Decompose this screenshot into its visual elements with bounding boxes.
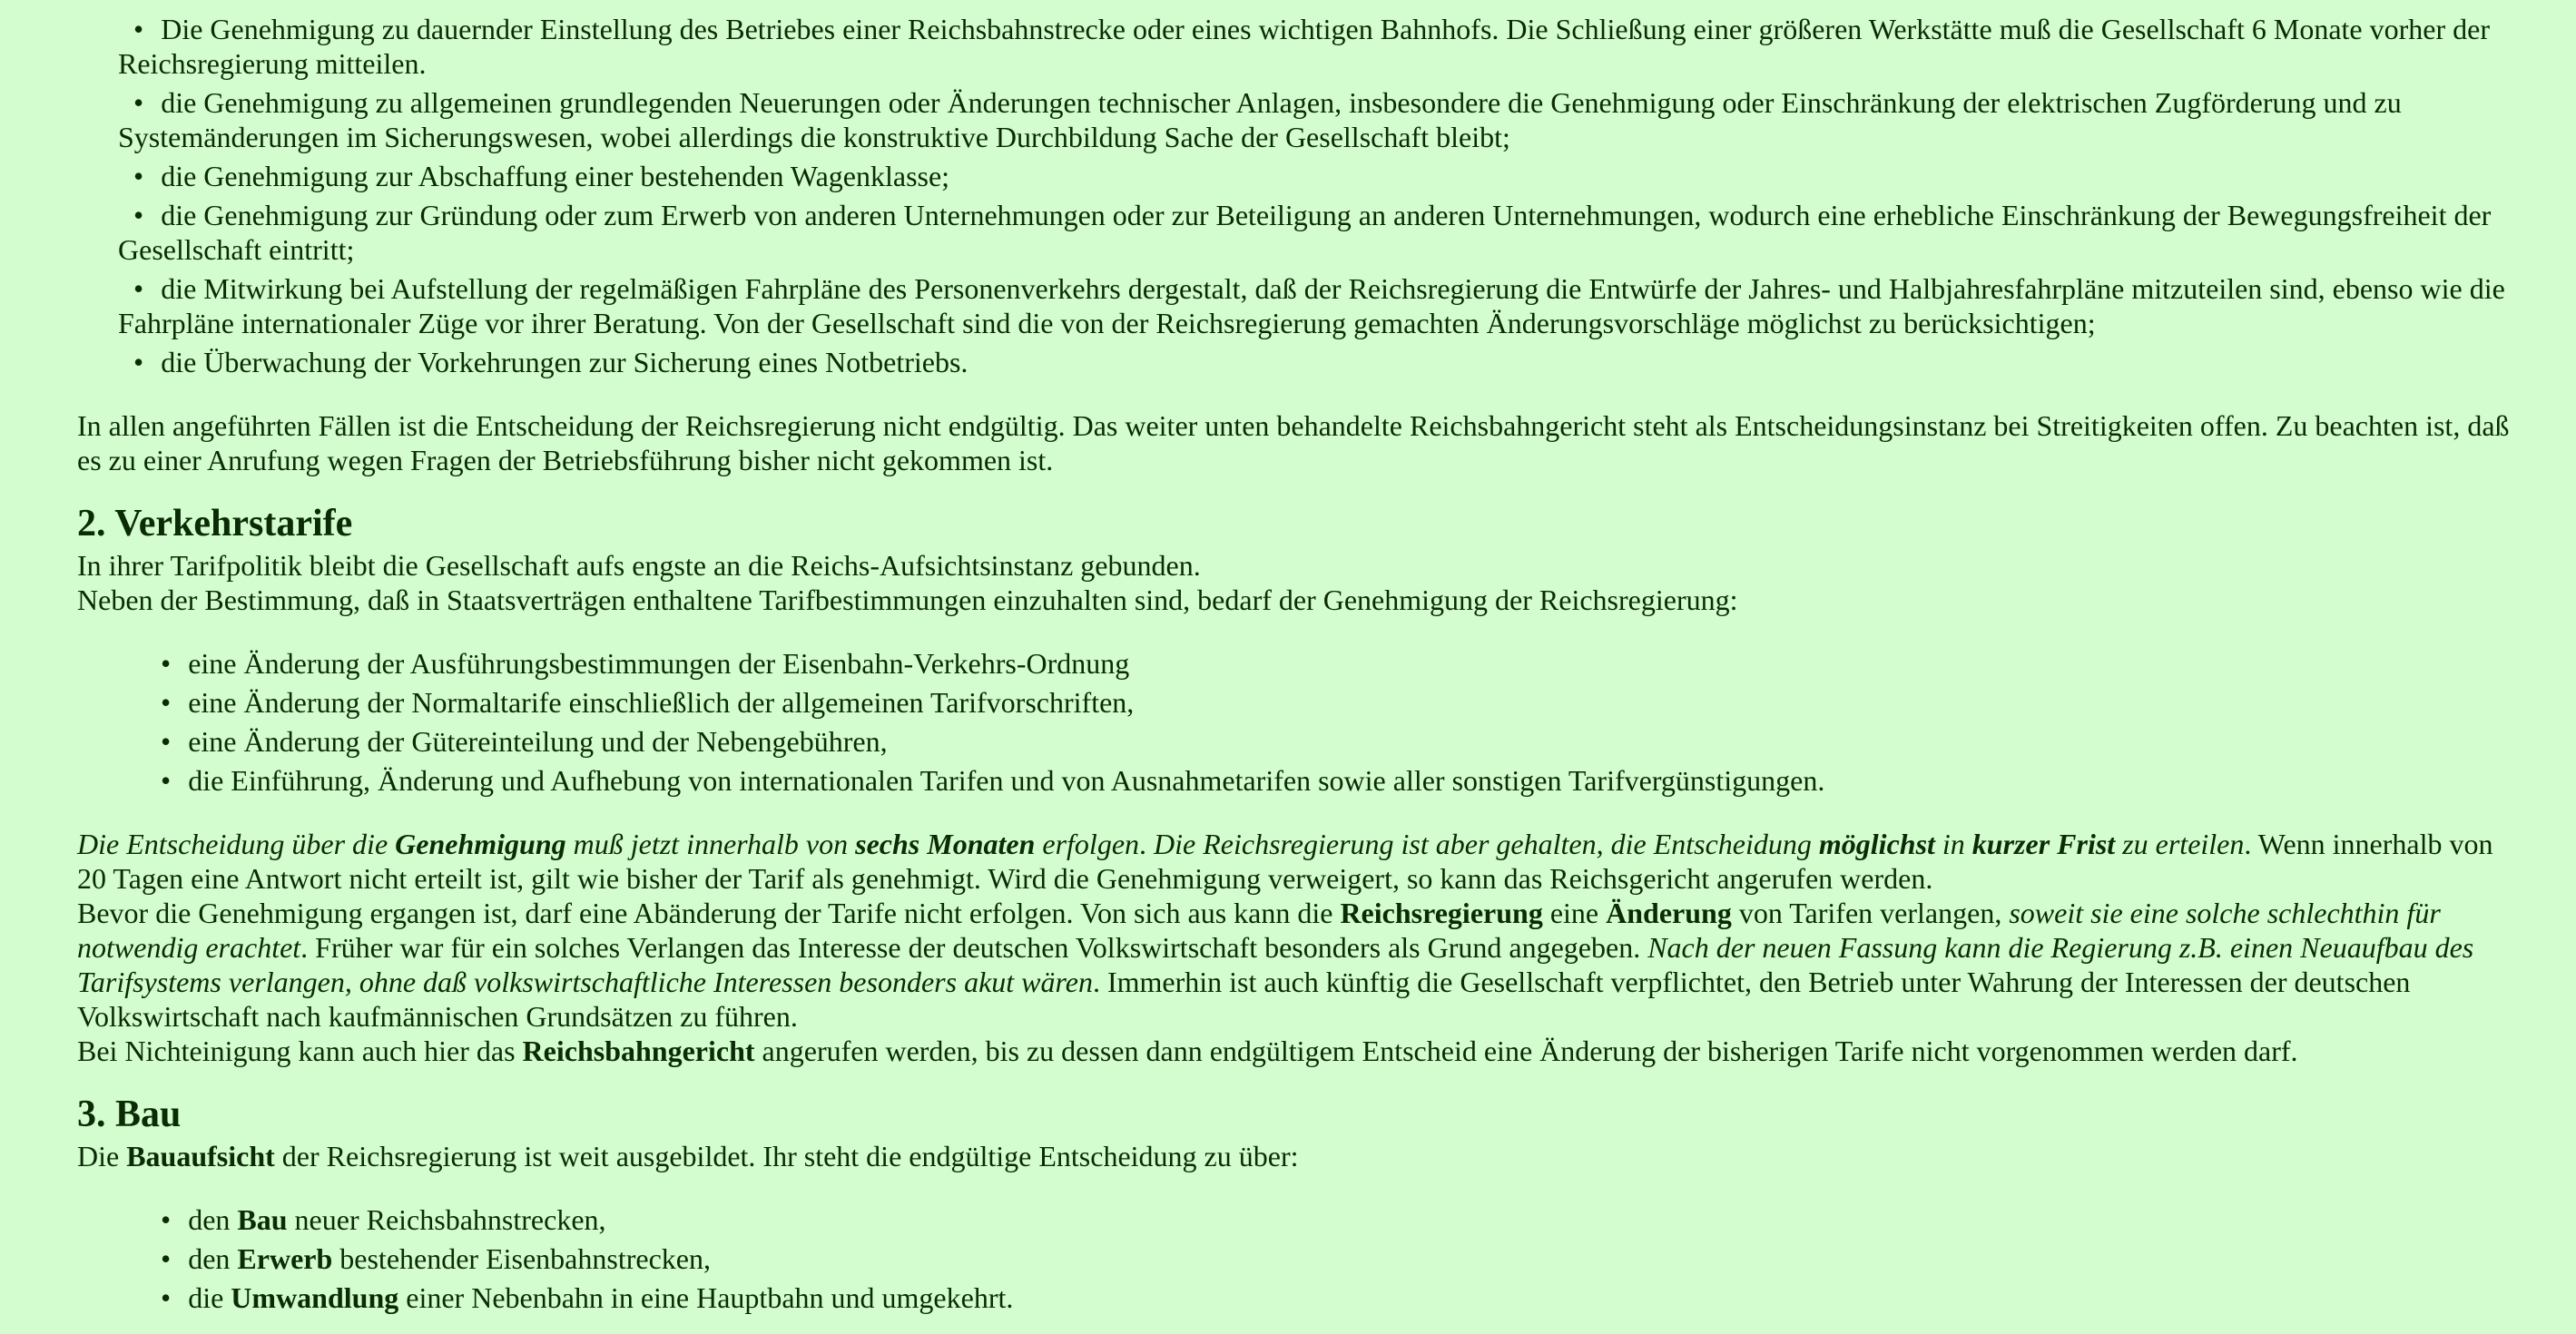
bullet-icon: • — [133, 346, 144, 378]
text-run: Die Genehmigung zu dauernder Einstellung des Betriebes einer Reichsbahnstrecke oder eines wichtigen Bahnhofs. Die Schließung einer größeren Werkstätte muß die Gesellschaft 6 Monate vorher der Reichsregierung mitteilen. — [118, 13, 2490, 80]
list-item — [145, 763, 2510, 798]
text-run: bestehender Eisenbahnstrecken, — [332, 1242, 711, 1275]
bullet-icon: • — [161, 1203, 172, 1236]
text-run: Nach der neuen Fassung kann die Regierung z.B. einen Neuaufbau des Tarifsystems verlangen, ohne daß volkswirtschaftliche Interessen besonders akut wären — [77, 931, 2474, 998]
bullet-icon: • — [133, 199, 144, 231]
list-item — [145, 646, 2510, 681]
text-run: eine — [1542, 897, 1607, 929]
text-run: die Einführung, Änderung und Aufhebung von internationalen Tarifen und von Ausnahmetarifen sowie aller sonstigen Tarifvergünstigungen. — [188, 764, 1825, 797]
aufsicht-approvals-list — [77, 12, 2510, 379]
list-item — [118, 85, 2510, 154]
text-run: In allen angeführten Fällen ist die Entscheidung der Reichsregierung nicht endgültig. Das weiter unten behandelte Reichsbahngericht steht als Entscheidungsinstanz bei Streitigkeiten offen. Zu beachten ist, daß es zu einer Anrufung wegen Fragen der Betriebsführung bisher nicht gekommen ist. — [77, 409, 2510, 476]
heading-bau: 3. Bau — [77, 1094, 182, 1135]
text-run: eine Änderung der Gütereinteilung und der Nebengebühren, — [188, 725, 888, 758]
text-run: die Genehmigung zu allgemeinen grundlegenden Neuerungen oder Änderungen technischer Anlagen, insbesondere die Genehmigung oder Einschränkung der elektrischen Zugförderung und zu Systemänderungen im Sicherungswesen, wobei allerdings die konstruktive Durchbildung Sache der Gesellschaft bleibt; — [118, 86, 2402, 153]
text-run: die Genehmigung zur Abschaffung einer bestehenden Wagenklasse; — [161, 160, 950, 192]
text-run: Genehmigung — [395, 828, 566, 860]
text-run: in — [1934, 828, 1972, 860]
text-run: Die — [77, 1140, 127, 1172]
text-run: den — [188, 1242, 238, 1275]
text-run: muß jetzt innerhalb von — [565, 828, 856, 860]
list-item — [145, 724, 2510, 759]
text-run: Die Entscheidung über die — [77, 828, 396, 860]
bullet-icon: • — [161, 1281, 172, 1314]
text-run: die — [188, 1281, 231, 1314]
text-run: Bevor die Genehmigung ergangen ist, darf eine Abänderung der Tarife nicht erfolgen. Von sich aus kann die — [77, 897, 1341, 929]
para-entscheidung — [77, 827, 2510, 896]
text-run: die Überwachung der Vorkehrungen zur Sicherung eines Notbetriebs. — [161, 346, 968, 378]
text-run: neuer Reichsbahnstrecken, — [287, 1203, 606, 1236]
text-run: soweit sie eine solche schlechthin für notwendig erachtet — [77, 897, 2441, 964]
text-run: einer Nebenbahn in eine Hauptbahn und umgekehrt. — [398, 1281, 1014, 1314]
list-item — [118, 271, 2510, 340]
text-run: möglichst — [1818, 828, 1935, 860]
construction-approvals-list — [77, 1202, 2510, 1315]
bullet-icon: • — [133, 13, 144, 45]
text-run: Bauaufsicht — [126, 1140, 275, 1172]
text-run: Bei Nichteinigung kann auch hier das — [77, 1035, 523, 1067]
text-run: Reichsregierung — [1340, 897, 1543, 929]
list-item — [145, 1241, 2510, 1276]
text-run: . Immerhin ist auch künftig die Gesellschaft verpflichtet, den Betrieb unter Wahrung der Interessen der deutschen Volkswirtschaft nach kaufmännischen Grundsätzen zu führen. — [77, 966, 2411, 1033]
text-run: . Früher war für ein solches Verlangen das Interesse der deutschen Volkswirtschaft besonders als Grund angegeben. — [300, 931, 1648, 964]
para-bevor — [77, 896, 2510, 1034]
list-item — [145, 685, 2510, 720]
text-run: . — [1139, 828, 1155, 860]
bullet-icon: • — [161, 725, 172, 758]
list-item — [118, 12, 2510, 81]
para-nichteinigung — [77, 1034, 2510, 1068]
list-item — [145, 1202, 2510, 1237]
text-run: eine Änderung der Normaltarife einschließlich der allgemeinen Tarifvorschriften, — [188, 686, 1135, 719]
text-run: von Tarifen verlangen, — [1731, 897, 2010, 929]
text-run: die Genehmigung zur Gründung oder zum Erwerb von anderen Unternehmungen oder zur Beteiligung an anderen Unternehmungen, wodurch eine erhebliche Einschränkung der Bewegungsfreiheit der Gesellschaft eintritt; — [118, 199, 2492, 266]
text-run: kurzer Frist — [1971, 828, 2116, 860]
text-run: den — [188, 1203, 238, 1236]
para-anrufung — [77, 408, 2510, 477]
text-run: Reichsbahngericht — [522, 1035, 755, 1067]
bullet-icon: • — [161, 647, 172, 680]
text-run: erfolgen — [1035, 828, 1140, 860]
text-run: Neben der Bestimmung, daß in Staatsverträgen enthaltene Tarifbestimmungen einzuhalten sind, bedarf der Genehmigung der Reichsregierung: — [77, 584, 1738, 616]
heading-verkehrstarife: 2. Verkehrstarife — [77, 503, 353, 544]
para-bestimmung — [77, 583, 2510, 617]
bullet-icon: • — [161, 686, 172, 719]
bullet-icon: • — [133, 272, 144, 305]
text-run: Bau — [237, 1203, 288, 1236]
list-item — [118, 345, 2510, 379]
list-item — [145, 1280, 2510, 1315]
bullet-icon: • — [161, 1242, 172, 1275]
list-item — [118, 198, 2510, 267]
bullet-icon: • — [161, 764, 172, 797]
text-run: Umwandlung — [231, 1281, 399, 1314]
text-run: der Reichsregierung ist weit ausgebildet. Ihr steht die endgültige Entscheidung zu über: — [274, 1140, 1299, 1172]
tariff-approvals-list — [77, 646, 2510, 798]
bullet-icon: • — [133, 160, 144, 192]
text-run: die Mitwirkung bei Aufstellung der regelmäßigen Fahrpläne des Personenverkehrs dergestalt, daß der Reichsregierung die Entwürfe der Jahres- und Halbjahresfahrpläne mitzuteilen sind, ebenso wie die Fahrpläne internationaler Züge vor ihrer Beratung. Von der Gesellschaft sind die von der Reichsregierung gemachten Änderungsvorschläge möglichst zu berücksichtigen; — [118, 272, 2505, 339]
text-run: sechs Monaten — [855, 828, 1036, 860]
text-run: zu erteilen — [2115, 828, 2245, 860]
text-run: eine Änderung der Ausführungsbestimmungen der Eisenbahn-Verkehrs-Ordnung — [188, 647, 1130, 680]
text-run: angerufen werden, bis zu dessen dann endgültigem Entscheid eine Änderung der bisherigen Tarife nicht vorgenommen werden darf. — [754, 1035, 2298, 1067]
text-run: . Wenn innerhalb von 20 Tagen eine Antwort nicht erteilt ist, gilt wie bisher der Tarif als genehmigt. Wird die Genehmigung verweigert, so kann das Reichsgericht angerufen werden. — [77, 828, 2493, 895]
para-bauaufsicht — [77, 1139, 2510, 1173]
text-run: Änderung — [1606, 897, 1732, 929]
para-tarifpolitik — [77, 548, 2510, 583]
bullet-icon: • — [133, 86, 144, 119]
text-run: Erwerb — [237, 1242, 333, 1275]
list-item — [118, 159, 2510, 193]
text-run: In ihrer Tarifpolitik bleibt die Gesellschaft aufs engste an die Reichs-Aufsichtsinstanz gebunden. — [77, 549, 1201, 582]
text-run: Die Reichsregierung ist aber gehalten, die Entscheidung — [1154, 828, 1819, 860]
